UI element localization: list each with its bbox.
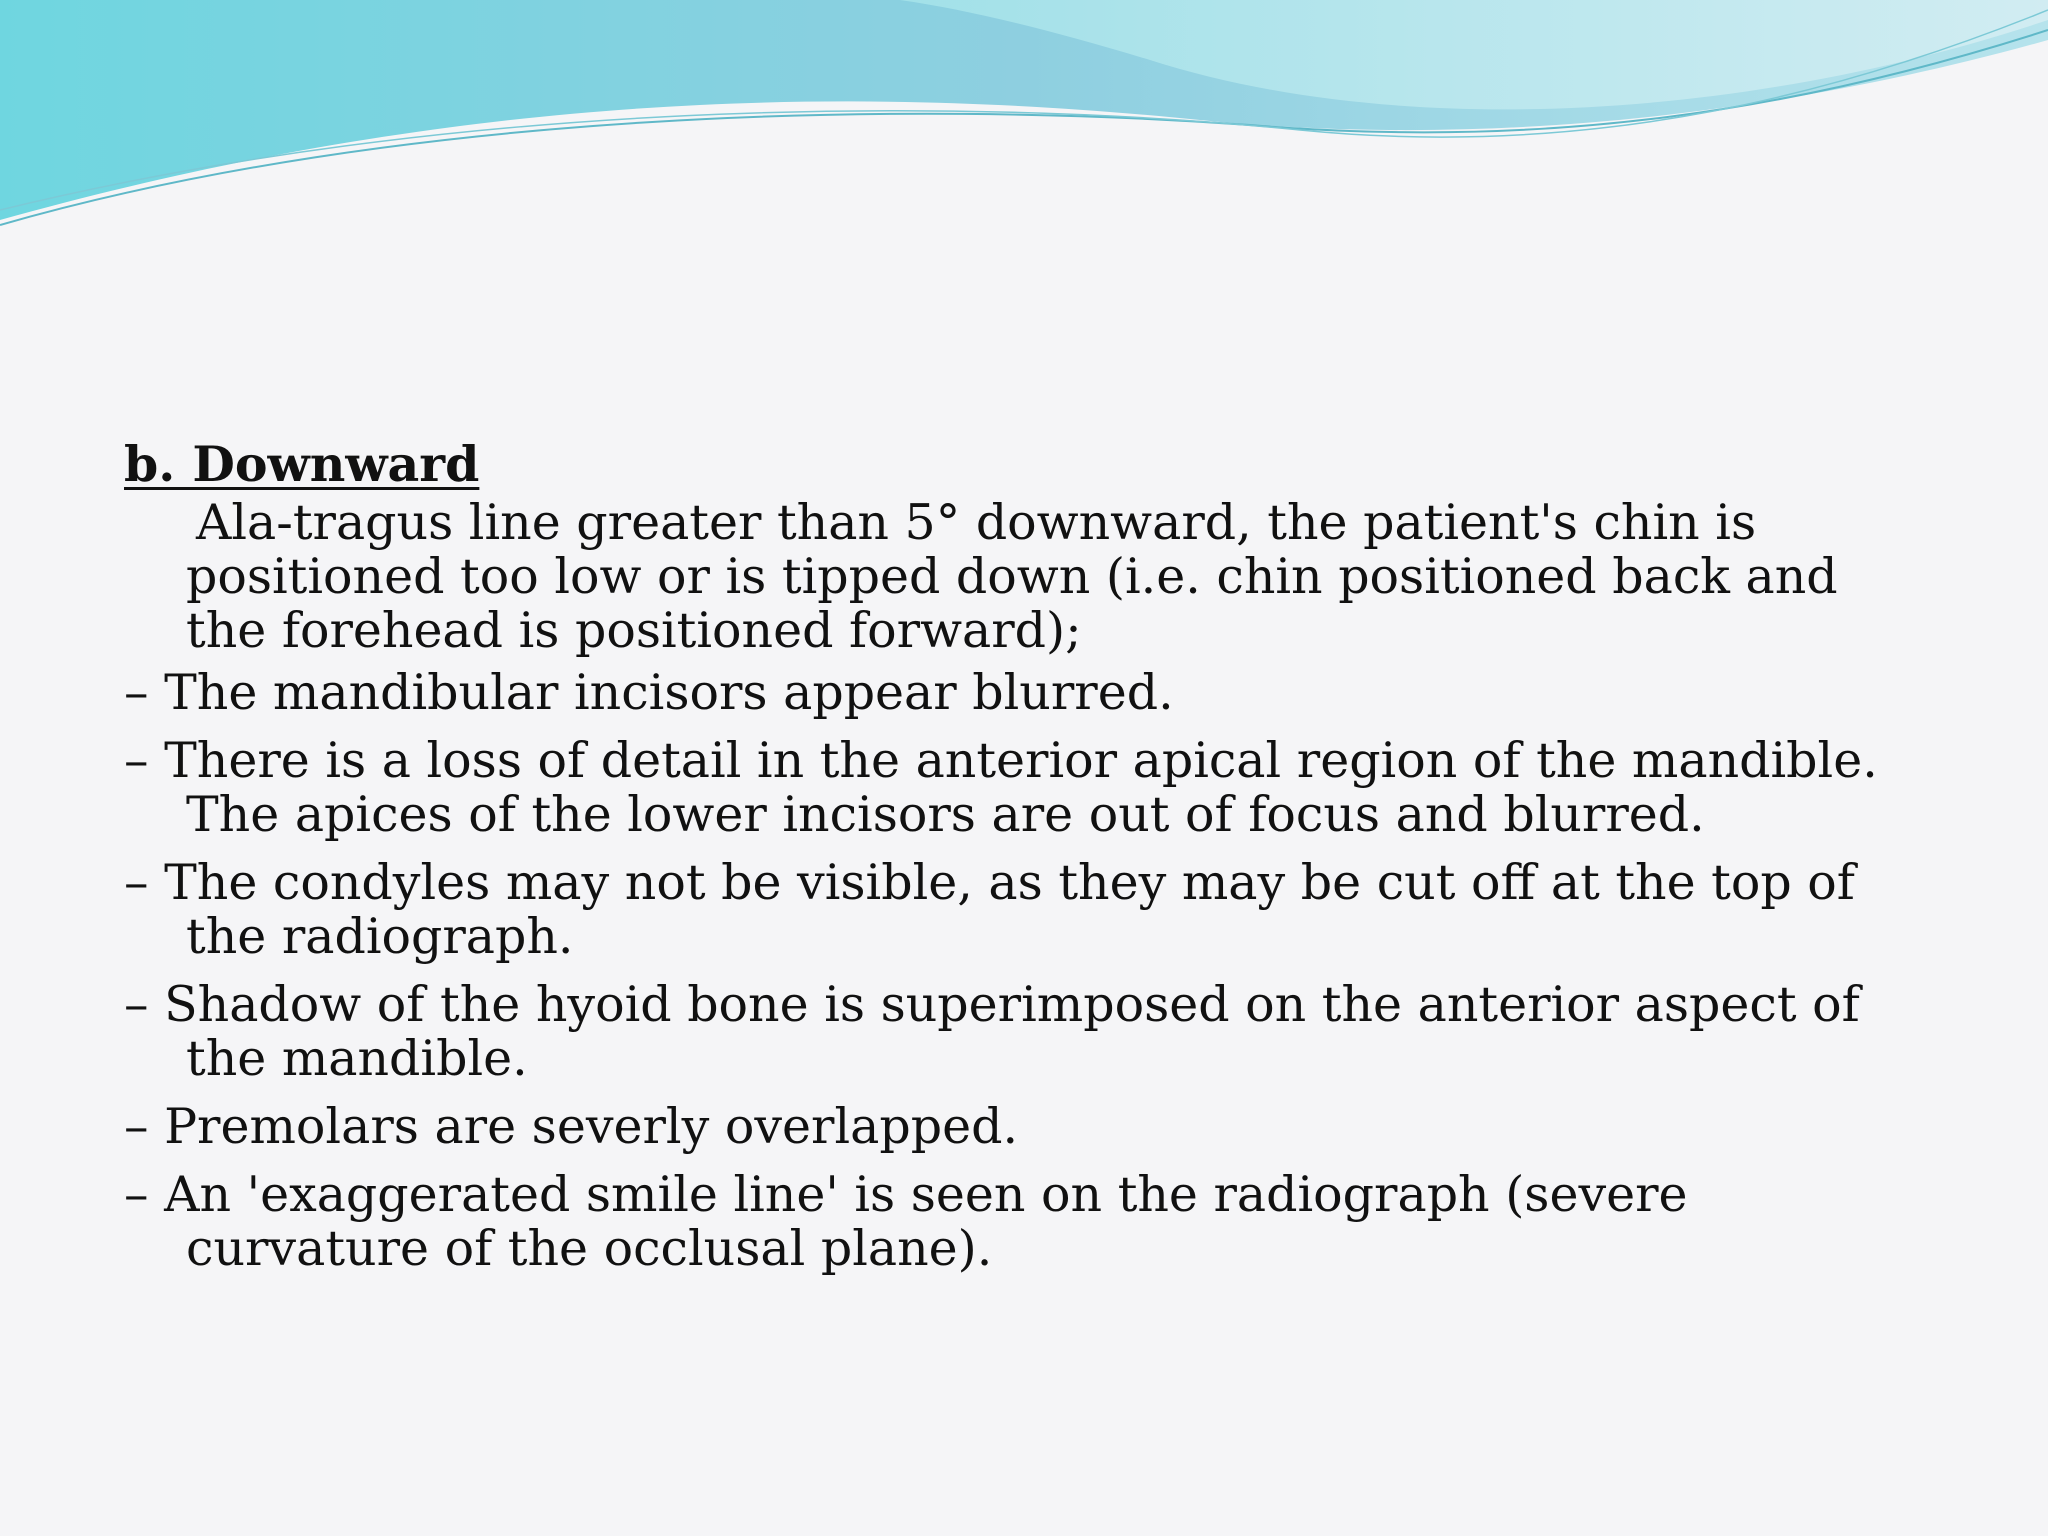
list-item: – The mandibular incisors appear blurred. bbox=[124, 666, 1924, 720]
list-item: – The condyles may not be visible, as they may be cut off at the top of the radiograph. bbox=[124, 856, 1924, 964]
header-wave-decoration bbox=[0, 0, 2048, 240]
intro-paragraph: Ala-tragus line greater than 5° downward, the patient's chin is positioned too low or is tipped down (i.e. chin positioned back and the forehead is positioned forward); bbox=[186, 494, 1838, 659]
section-heading: b. Downward bbox=[124, 435, 480, 493]
bullet-list bbox=[124, 666, 1924, 1276]
list-item: – An 'exaggerated smile line' is seen on the radiograph (severe curvature of the occlusal plane). bbox=[124, 1168, 1924, 1276]
list-item: – There is a loss of detail in the anterior apical region of the mandible. The apices of the lower incisors are out of focus and blurred. bbox=[124, 734, 1924, 842]
slide-content bbox=[124, 432, 1924, 1290]
list-item: – Premolars are severly overlapped. bbox=[124, 1100, 1924, 1154]
list-item: – Shadow of the hyoid bone is superimposed on the anterior aspect of the mandible. bbox=[124, 978, 1924, 1086]
